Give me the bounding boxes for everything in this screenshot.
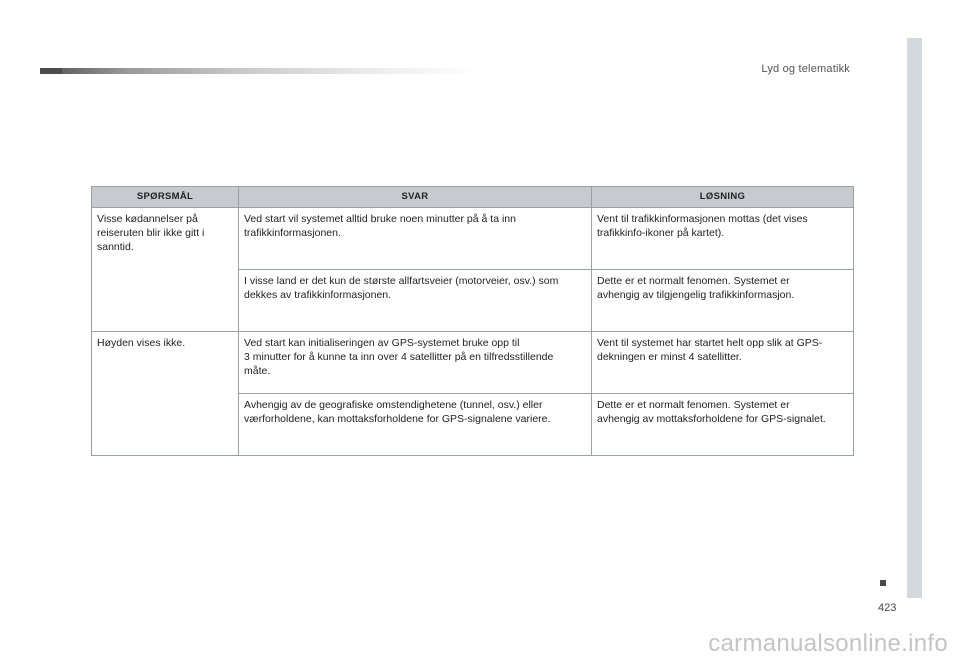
answer-line: Avhengig av de geografiske omstendighetene (tunnel, osv.) eller xyxy=(244,399,543,411)
watermark-link[interactable]: carmanualsonline.info xyxy=(708,630,948,657)
solution-cell xyxy=(592,208,854,270)
answer-cell xyxy=(239,394,592,456)
solution-cell xyxy=(592,332,854,394)
header-answer: SVAR xyxy=(239,187,592,208)
answer-line: værforholdene, kan mottaksforholdene for GPS-signalene variere. xyxy=(244,413,551,425)
question-cell xyxy=(92,332,239,456)
answer-line: 3 minutter for å kunne ta inn over 4 satellitter på en tilfredsstillende xyxy=(244,351,554,363)
header-solution: LØSNING xyxy=(592,187,854,208)
solution-line: Dette er et normalt fenomen. Systemet er xyxy=(597,399,790,411)
answer-line: I visse land er det kun de største allfartsveier (motorveier, osv.) som xyxy=(244,275,559,287)
answer-cell xyxy=(239,332,592,394)
solution-cell xyxy=(592,270,854,332)
faq-table xyxy=(91,186,854,456)
answer-line: Ved start vil systemet alltid bruke noen minutter på å ta inn xyxy=(244,213,516,225)
side-tab-strip xyxy=(907,38,922,598)
header-question: SPØRSMÅL xyxy=(92,187,239,208)
page-number: 423 xyxy=(878,602,897,614)
answer-line: måte. xyxy=(244,365,271,377)
table-row xyxy=(92,208,854,270)
answer-line: dekkes av trafikkinformasjonen. xyxy=(244,289,392,301)
solution-line: Vent til systemet har startet helt opp slik at GPS- xyxy=(597,337,823,349)
question-line: Visse kødannelser på xyxy=(97,213,198,225)
solution-line: avhengig av tilgjengelig trafikkinformasjon. xyxy=(597,289,795,301)
solution-line: Dette er et normalt fenomen. Systemet er xyxy=(597,275,790,287)
answer-line: trafikkinformasjonen. xyxy=(244,227,341,239)
answer-cell xyxy=(239,270,592,332)
section-title: Lyd og telematikk xyxy=(761,63,850,75)
question-line: sanntid. xyxy=(97,241,134,253)
answer-line: Ved start kan initialiseringen av GPS-systemet bruke opp til xyxy=(244,337,520,349)
page-marker-square xyxy=(880,580,886,586)
question-line: reiseruten blir ikke gitt i xyxy=(97,227,205,239)
solution-line: trafikkinfo-ikoner på kartet). xyxy=(597,227,725,239)
table-header-row xyxy=(92,187,854,208)
question-cell xyxy=(92,208,239,332)
solution-line: dekningen er minst 4 satellitter. xyxy=(597,351,742,363)
solution-line: avhengig av mottaksforholdene for GPS-signalet. xyxy=(597,413,826,425)
answer-cell xyxy=(239,208,592,270)
question-line: Høyden vises ikke. xyxy=(97,337,186,349)
solution-line: Vent til trafikkinformasjonen mottas (det vises xyxy=(597,213,808,225)
table-row xyxy=(92,332,854,394)
header-gradient-bar xyxy=(40,68,480,74)
solution-cell xyxy=(592,394,854,456)
